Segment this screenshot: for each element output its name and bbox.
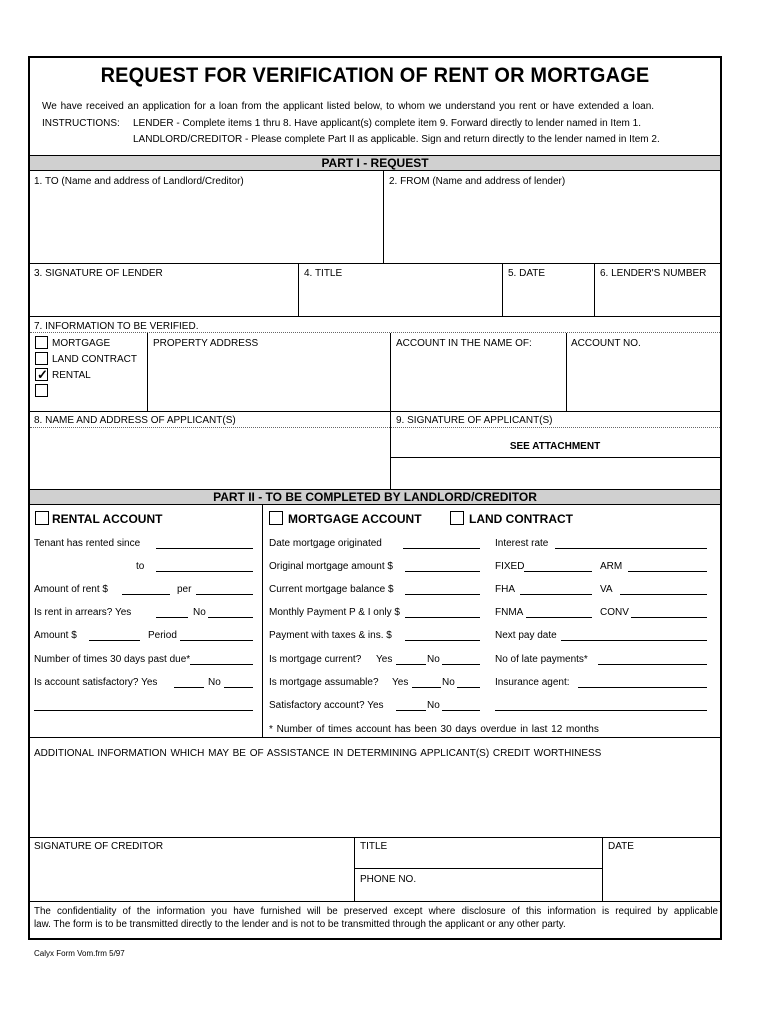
form-title: REQUEST FOR VERIFICATION OF RENT OR MORTGAGE	[100, 64, 650, 87]
is-assumable-no-label: No	[442, 677, 455, 688]
confidentiality-line-2: law. The form is to be transmitted directly to the lender and is not to be transmitted through the applicant or any other party.	[34, 919, 566, 930]
tenant-since-field[interactable]	[156, 548, 253, 549]
rental-checkmark-icon: ✓	[37, 367, 48, 382]
from-field[interactable]	[388, 190, 718, 260]
arrears-label: Is rent in arrears? Yes	[34, 607, 132, 618]
monthly-payment-label: Monthly Payment P & I only $	[269, 607, 400, 618]
part2-heading: PART II - TO BE COMPLETED BY LANDLORD/CREDITOR	[30, 489, 720, 505]
item5-label: 5. DATE	[508, 268, 546, 279]
divider	[262, 505, 263, 737]
amount-rent-label: Amount of rent $	[34, 584, 108, 595]
divider	[30, 263, 720, 264]
current-balance-label: Current mortgage balance $	[269, 584, 394, 595]
is-assumable-yes-label: Yes	[392, 677, 409, 688]
per-field[interactable]	[196, 594, 253, 595]
times30-field[interactable]	[190, 664, 253, 665]
creditor-title-label: TITLE	[360, 841, 388, 852]
is-current-no-field[interactable]	[442, 664, 480, 665]
mortgage-satisfactory-label: Satisfactory account? Yes	[269, 700, 384, 711]
item8-label: 8. NAME AND ADDRESS OF APPLICANT(S)	[34, 415, 236, 426]
current-balance-field[interactable]	[405, 594, 480, 595]
fnma-label: FNMA	[495, 607, 524, 618]
divider	[30, 316, 720, 317]
amount-field[interactable]	[89, 640, 140, 641]
mortgage-checkbox[interactable]	[35, 336, 48, 349]
arm-label: ARM	[600, 561, 623, 572]
interest-rate-label: Interest rate	[495, 538, 549, 549]
form-footer: Calyx Form Vom.frm 5/97	[34, 949, 125, 958]
period-label: Period	[148, 630, 177, 641]
satisfactory-no-label: No	[208, 677, 221, 688]
tenant-since-label: Tenant has rented since	[34, 538, 141, 549]
rental-extra-field[interactable]	[34, 710, 253, 711]
is-current-no-label: No	[427, 654, 440, 665]
item2-label: 2. FROM (Name and address of lender)	[389, 176, 566, 187]
to-label: to	[136, 561, 145, 572]
creditor-date-label: DATE	[608, 841, 634, 852]
divider	[566, 333, 567, 411]
satisfactory-label: Is account satisfactory? Yes	[34, 677, 158, 688]
divider	[354, 837, 355, 901]
confidentiality-line-1: The confidentiality of the information you have furnished will be preserved except where disclosure of this information is required by applicable	[34, 906, 718, 917]
fha-label: FHA	[495, 584, 515, 595]
va-field[interactable]	[620, 594, 707, 595]
satisfactory-yes-field[interactable]	[174, 687, 204, 688]
arrears-yes-field[interactable]	[156, 617, 188, 618]
item1-label: 1. TO (Name and address of Landlord/Creditor)	[34, 176, 244, 187]
fixed-field[interactable]	[524, 571, 592, 572]
fha-field[interactable]	[520, 594, 592, 595]
item9-label: 9. SIGNATURE OF APPLICANT(S)	[396, 415, 553, 426]
dotted-divider	[30, 427, 720, 428]
mortgage-satisfactory-yes-field[interactable]	[396, 710, 426, 711]
amount-rent-field[interactable]	[122, 594, 170, 595]
tenant-to-field[interactable]	[156, 571, 253, 572]
arm-field[interactable]	[628, 571, 707, 572]
land-contract-heading: LAND CONTRACT	[469, 512, 573, 526]
item4-label: 4. TITLE	[304, 268, 343, 279]
part1-heading: PART I - REQUEST	[30, 155, 720, 171]
rental-account-heading: RENTAL ACCOUNT	[52, 512, 163, 526]
divider	[30, 901, 720, 902]
per-label: per	[177, 584, 192, 595]
next-pay-field[interactable]	[561, 640, 707, 641]
mortgage-satisfactory-no-field[interactable]	[442, 710, 480, 711]
arrears-no-field[interactable]	[208, 617, 253, 618]
divider	[147, 333, 148, 411]
mortgage-account-heading: MORTGAGE ACCOUNT	[288, 512, 422, 526]
account-name-label: ACCOUNT IN THE NAME OF:	[396, 338, 532, 349]
divider	[30, 837, 720, 838]
land-contract-checkbox-2[interactable]	[450, 511, 464, 525]
account-no-label: ACCOUNT NO.	[571, 338, 641, 349]
property-address-label: PROPERTY ADDRESS	[153, 338, 259, 349]
is-assumable-yes-field[interactable]	[412, 687, 441, 688]
monthly-payment-field[interactable]	[405, 617, 480, 618]
payment-taxes-field[interactable]	[405, 640, 480, 641]
mortgage-account-checkbox[interactable]	[269, 511, 283, 525]
fixed-label: FIXED	[495, 561, 525, 572]
other-checkbox[interactable]	[35, 384, 48, 397]
payment-taxes-label: Payment with taxes & ins. $	[269, 630, 392, 641]
times30-label: Number of times 30 days past due*	[34, 654, 191, 665]
divider	[602, 837, 603, 901]
late-payments-label: No of late payments*	[495, 654, 588, 665]
signature-creditor-label: SIGNATURE OF CREDITOR	[34, 841, 164, 852]
overdue-footnote: * Number of times account has been 30 days overdue in last 12 months	[269, 724, 599, 735]
conv-label: CONV	[600, 607, 629, 618]
dotted-divider	[30, 332, 720, 333]
is-current-yes-field[interactable]	[396, 664, 426, 665]
divider	[390, 333, 391, 411]
original-amount-label: Original mortgage amount $	[269, 561, 393, 572]
insurance-agent-label: Insurance agent:	[495, 677, 570, 688]
item7-label: 7. INFORMATION TO BE VERIFIED.	[34, 321, 199, 332]
mortgage-option: MORTGAGE	[52, 338, 111, 349]
late-payments-field[interactable]	[598, 664, 707, 665]
is-current-yes-label: Yes	[376, 654, 393, 665]
instruction-lender: LENDER - Complete items 1 thru 8. Have applicant(s) complete item 9. Forward directly to lender named in Item 1.	[133, 118, 641, 129]
arrears-no-label: No	[193, 607, 206, 618]
item3-label: 3. SIGNATURE OF LENDER	[34, 268, 163, 279]
rental-account-checkbox[interactable]	[35, 511, 49, 525]
is-assumable-label: Is mortgage assumable?	[269, 677, 379, 688]
divider	[30, 411, 720, 412]
divider	[594, 263, 595, 316]
divider	[298, 263, 299, 316]
divider	[502, 263, 503, 316]
intro-text: We have received an application for a loan from the applicant listed below, to whom we understand you rent or have extended a loan.	[42, 101, 655, 112]
see-attachment: SEE ATTACHMENT	[509, 441, 601, 452]
is-assumable-no-field[interactable]	[457, 687, 480, 688]
conv-field[interactable]	[631, 617, 707, 618]
date-originated-field[interactable]	[403, 548, 480, 549]
additional-info-field[interactable]	[34, 762, 718, 832]
insurance-agent-field[interactable]	[578, 687, 707, 688]
satisfactory-no-field[interactable]	[224, 687, 253, 688]
period-field[interactable]	[180, 640, 253, 641]
phone-label: PHONE NO.	[360, 874, 417, 885]
to-field[interactable]	[34, 190, 379, 260]
divider	[354, 868, 602, 869]
instructions-label: INSTRUCTIONS:	[42, 118, 120, 129]
divider	[30, 737, 720, 738]
next-pay-label: Next pay date	[495, 630, 557, 641]
va-label: VA	[600, 584, 613, 595]
additional-info-label: ADDITIONAL INFORMATION WHICH MAY BE OF ASSISTANCE IN DETERMINING APPLICANT(S) CREDIT WORTHINESS	[34, 748, 602, 759]
divider	[383, 171, 384, 263]
fnma-field[interactable]	[526, 617, 592, 618]
amount-label: Amount $	[34, 630, 77, 641]
item6-label: 6. LENDER'S NUMBER	[600, 268, 707, 279]
rental-option: RENTAL	[52, 370, 91, 381]
interest-rate-field[interactable]	[555, 548, 707, 549]
land-contract-option: LAND CONTRACT	[52, 354, 138, 365]
date-originated-label: Date mortgage originated	[269, 538, 382, 549]
original-amount-field[interactable]	[405, 571, 480, 572]
is-current-label: Is mortgage current?	[269, 654, 362, 665]
land-extra-field[interactable]	[495, 710, 707, 711]
mortgage-satisfactory-no-label: No	[427, 700, 440, 711]
divider	[390, 457, 720, 458]
instruction-landlord: LANDLORD/CREDITOR - Please complete Part II as applicable. Sign and return directly to the lender named in Item 2.	[133, 134, 660, 145]
land-contract-checkbox[interactable]	[35, 352, 48, 365]
